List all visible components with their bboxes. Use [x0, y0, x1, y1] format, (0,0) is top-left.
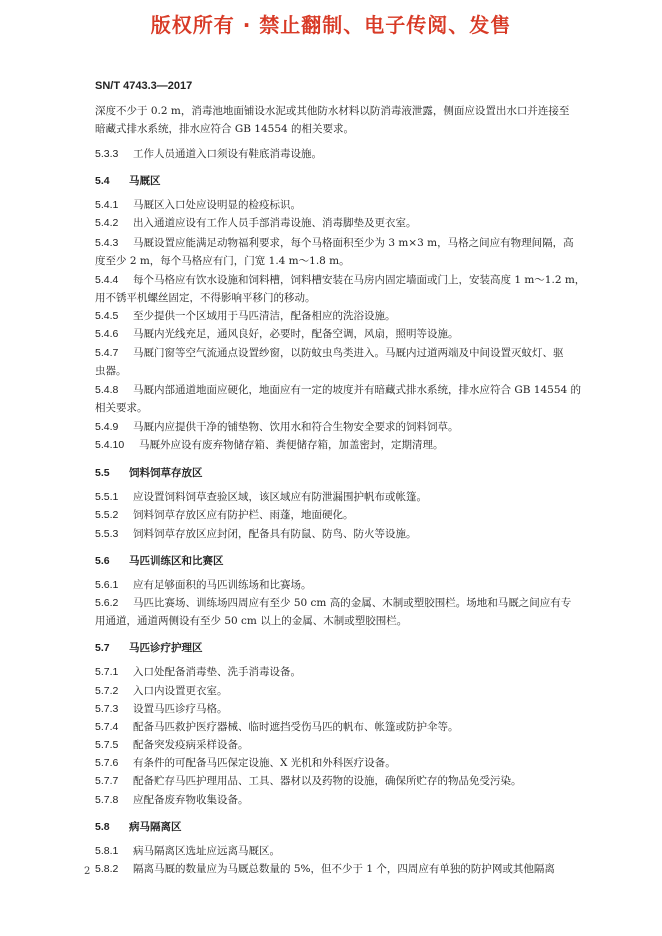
clause-text: 马厩内部通道地面应硬化，地面应有一定的坡度并有暗藏式排水系统，排水应符合 GB 14554 的: [133, 384, 582, 396]
clause-item: [95, 774, 585, 788]
clause-number: 5.4.4: [95, 274, 119, 286]
standard-code-header: SN/T 4743.3—2017: [95, 80, 193, 92]
clause-text: 马厩区入口处应设明显的检疫标识。: [133, 199, 301, 211]
paragraph-continuation: [95, 401, 585, 415]
paragraph-continuation: [95, 104, 585, 118]
clause-number: 5.4: [95, 175, 110, 187]
section-heading: [95, 820, 585, 834]
clause-number: 5.4.5: [95, 310, 119, 322]
clause-number: 5.4.2: [95, 217, 119, 229]
clause-number: 5.4.7: [95, 347, 119, 359]
paragraph-continuation: [95, 614, 585, 628]
clause-item: [95, 738, 585, 752]
clause-number: 5.3.3: [95, 148, 119, 160]
clause-text: 出入通道应设有工作人员手部消毒设施、消毒脚垫及更衣室。: [133, 217, 417, 229]
clause-number: 5.7: [95, 642, 110, 654]
clause-text: 隔离马厩的数量应为马厩总数量的 5%，但不少于 1 个，四周应有单独的防护网或其他隔离: [133, 863, 555, 875]
clause-number: 5.4.3: [95, 237, 119, 249]
paragraph-continuation: [95, 291, 585, 305]
section-heading: [95, 554, 585, 568]
clause-item: [95, 862, 585, 876]
clause-text: 相关要求。: [95, 402, 148, 414]
heading-text: 病马隔离区: [129, 821, 182, 833]
clause-item: [95, 346, 585, 360]
heading-text: 饲料饲草存放区: [129, 467, 203, 479]
clause-item: [95, 490, 585, 504]
clause-number: 5.8.1: [95, 845, 119, 857]
copyright-watermark: 版权所有 · 禁止翻制、电子传阅、发售: [150, 13, 512, 37]
clause-text: 配备贮存马匹护理用品、工具、器材以及药物的设施，确保所贮存的物品免受污染。: [133, 775, 522, 787]
heading-text: 马匹训练区和比赛区: [129, 555, 224, 567]
clause-number: 5.4.8: [95, 384, 119, 396]
paragraph-continuation: [95, 122, 585, 136]
clause-number: 5.4.6: [95, 328, 119, 340]
clause-number: 5.5.3: [95, 528, 119, 540]
clause-text: 入口处配备消毒垫、洗手消毒设备。: [133, 666, 301, 678]
clause-text: 用不锈平机螺丝固定，不得影响平移门的移动。: [95, 292, 316, 304]
clause-item: [95, 844, 585, 858]
clause-item: [95, 236, 585, 250]
section-heading: [95, 641, 585, 655]
clause-number: 5.7.3: [95, 703, 119, 715]
clause-text: 工作人员通道入口须设有鞋底消毒设施。: [133, 148, 322, 160]
clause-text: 入口内设置更衣室。: [133, 685, 228, 697]
clause-number: 5.5: [95, 467, 110, 479]
clause-text: 病马隔离区选址应远离马厩区。: [133, 845, 280, 857]
clause-number: 5.7.8: [95, 794, 119, 806]
clause-text: 每个马格应有饮水设施和饲料槽，饲料槽安装在马房内固定墙面或门上，安装高度 1 m～1.2 m，: [133, 274, 585, 286]
clause-item: [95, 578, 585, 592]
section-heading: [95, 174, 585, 188]
clause-item: [95, 327, 585, 341]
clause-text: 马厩内光线充足，通风良好，必要时，配备空调，风扇，照明等设施。: [133, 328, 459, 340]
section-heading: [95, 466, 585, 480]
clause-item: [95, 527, 585, 541]
clause-text: 马厩设置应能满足动物福利要求，每个马格面积至少为 3 m×3 m，马格之间应有物理间隔，高: [133, 237, 574, 249]
clause-text: 马厩内应提供干净的铺垫物、饮用水和符合生物安全要求的饲料饲草。: [133, 421, 459, 433]
clause-item: [95, 665, 585, 679]
heading-text: 马匹诊疗护理区: [129, 642, 203, 654]
clause-number: 5.5.1: [95, 491, 119, 503]
clause-text: 至少提供一个区域用于马匹清洁，配备相应的洗浴设施。: [133, 310, 396, 322]
clause-item: [95, 508, 585, 522]
clause-item: [95, 702, 585, 716]
heading-text: 马厩区: [129, 175, 161, 187]
clause-text: 暗藏式排水系统，排水应符合 GB 14554 的相关要求。: [95, 123, 355, 135]
clause-text: 马厩门窗等空气流通点设置纱窗，以防蚊虫鸟类进入。马厩内过道两端及中间设置灭蚊灯、驱: [133, 347, 564, 359]
clause-item: [95, 383, 585, 397]
clause-text: 用通道，通道两侧设有至少 50 cm 以上的金属、木制或塑胶围栏。: [95, 615, 408, 627]
paragraph-continuation: [95, 254, 585, 268]
clause-item: [95, 273, 585, 287]
clause-text: 马匹比赛场、训练场四周应有至少 50 cm 高的金属、木制或塑胶围栏。场地和马厩之间应有专: [133, 597, 572, 609]
clause-item: [95, 309, 585, 323]
clause-number: 5.6: [95, 555, 110, 567]
clause-text: 配备马匹救护医疗器械、临时遮挡受伤马匹的帆布、帐篷或防护伞等。: [133, 721, 459, 733]
clause-item: [95, 684, 585, 698]
clause-item: [95, 438, 585, 452]
clause-text: 虫器。: [95, 365, 127, 377]
clause-number: 5.7.4: [95, 721, 119, 733]
clause-text: 应有足够面积的马匹训练场和比赛场。: [133, 579, 312, 591]
clause-number: 5.7.7: [95, 775, 119, 787]
clause-number: 5.7.2: [95, 685, 119, 697]
clause-item: [95, 147, 585, 161]
clause-text: 应配备废弃物收集设备。: [133, 794, 249, 806]
clause-item: [95, 793, 585, 807]
clause-number: 5.7.1: [95, 666, 119, 678]
clause-number: 5.5.2: [95, 509, 119, 521]
clause-item: [95, 756, 585, 770]
clause-number: 5.4.1: [95, 199, 119, 211]
clause-text: 有条件的可配备马匹保定设施、X 光机和外科医疗设备。: [133, 757, 396, 769]
clause-text: 饲料饲草存放区应有防护栏、雨蓬，地面硬化。: [133, 509, 354, 521]
clause-item: [95, 596, 585, 610]
clause-text: 度至少 2 m，每个马格应有门，门宽 1.4 m～1.8 m。: [95, 255, 350, 267]
clause-text: 应设置饲料饲草查验区域，该区域应有防泄漏围护帆布或帐篷。: [133, 491, 427, 503]
clause-text: 设置马匹诊疗马格。: [133, 703, 228, 715]
clause-number: 5.8: [95, 821, 110, 833]
clause-item: [95, 720, 585, 734]
clause-number: 5.6.2: [95, 597, 119, 609]
clause-text: 深度不少于 0.2 m，消毒池地面铺设水泥或其他防水材料以防消毒液泄露，侧面应设置出水口并连接至: [95, 105, 570, 117]
clause-number: 5.7.5: [95, 739, 119, 751]
clause-number: 5.4.9: [95, 421, 119, 433]
clause-text: 配备突发疫病采样设备。: [133, 739, 249, 751]
clause-number: 5.8.2: [95, 863, 119, 875]
clause-number: 5.7.6: [95, 757, 119, 769]
paragraph-continuation: [95, 364, 585, 378]
clause-item: [95, 216, 585, 230]
clause-item: [95, 420, 585, 434]
page-number: 2: [84, 866, 91, 877]
clause-number: 5.4.10: [95, 439, 125, 451]
clause-text: 马厩外应设有废弃物储存箱、粪便储存箱，加盖密封，定期清理。: [139, 439, 444, 451]
clause-number: 5.6.1: [95, 579, 119, 591]
clause-item: [95, 198, 585, 212]
clause-text: 饲料饲草存放区应封闭，配备具有防鼠、防鸟、防火等设施。: [133, 528, 417, 540]
